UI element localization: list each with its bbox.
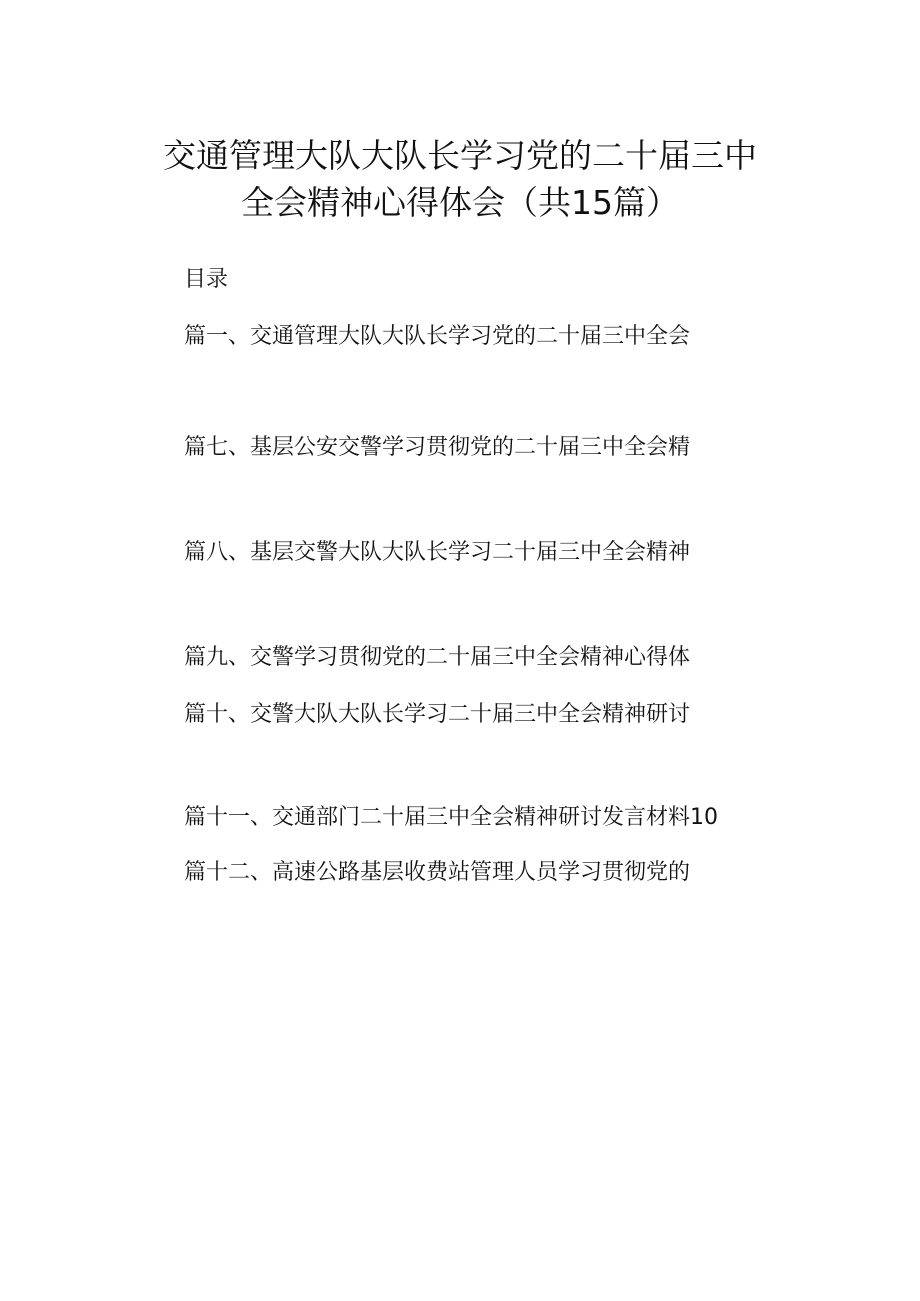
- toc-entry-9[interactable]: 篇九、交警学习贯彻党的二十届三中全会精神心得体: [184, 645, 691, 670]
- toc-entry-11[interactable]: 篇十一、交通部门二十届三中全会精神研讨发言材料10: [184, 805, 718, 830]
- document-title-line-2: 全会精神心得体会（共15篇）: [241, 183, 679, 222]
- toc-heading: 目录: [184, 267, 229, 292]
- toc-entry-10[interactable]: 篇十、交警大队大队长学习二十届三中全会精神研讨: [184, 702, 691, 727]
- toc-entry-8[interactable]: 篇八、基层交警大队大队长学习二十届三中全会精神: [184, 540, 691, 565]
- document-title-line-1: 交通管理大队大队长学习党的二十届三中: [163, 136, 757, 175]
- toc-entry-12[interactable]: 篇十二、高速公路基层收费站管理人员学习贯彻党的: [184, 860, 691, 885]
- toc-entry-1[interactable]: 篇一、交通管理大队大队长学习党的二十届三中全会: [184, 324, 691, 349]
- toc-entry-7[interactable]: 篇七、基层公安交警学习贯彻党的二十届三中全会精: [184, 435, 691, 460]
